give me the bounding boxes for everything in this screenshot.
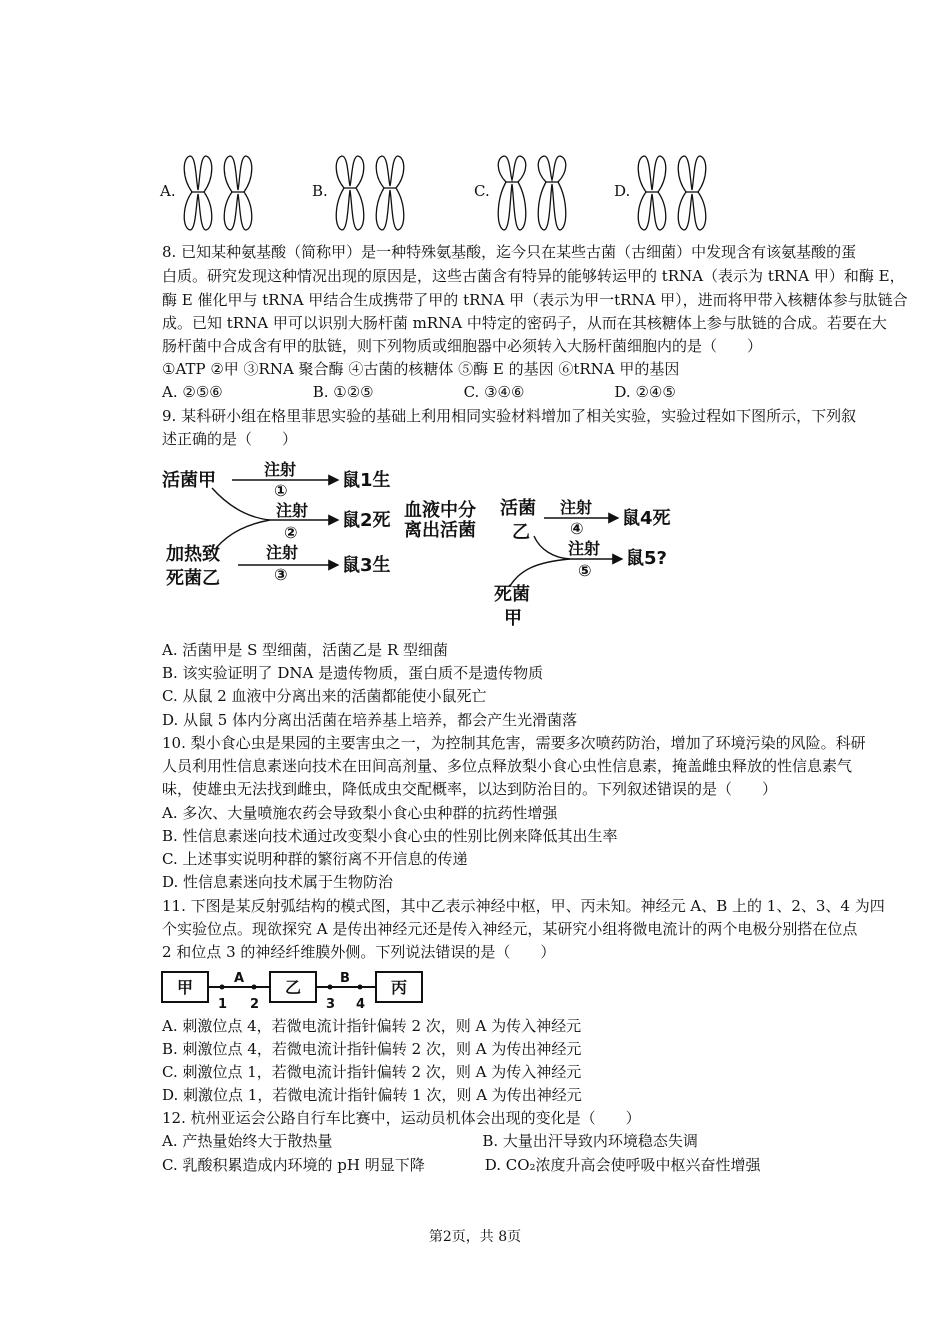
option-label: A. (160, 182, 176, 200)
inject-label-5: 注射 (568, 539, 601, 558)
chromosome-pair-figure (492, 152, 572, 232)
griffith-experiment-diagram (160, 458, 700, 630)
text-line: A. 多次、大量喷施农药会导致梨小食心虫种群的抗药性增强 (162, 804, 558, 822)
chromosome-options (160, 152, 740, 232)
text-line: 述正确的是（ ） (162, 430, 298, 448)
text-line: 味，使雄虫无法找到雌虫，降低成虫交配概率，以达到防治目的。下列叙述错误的是（ ） (162, 780, 778, 798)
site-2-label: 2 (250, 997, 260, 1010)
text-line: 白质。研究发现这种情况出现的原因是，这些古菌含有特异的能够转运甲的 tRNA（表示为 tRNA 甲）和酶 E， (162, 267, 905, 285)
dead-bacteria-a-label-2: 甲 (504, 608, 522, 629)
separation-label-2: 离出活菌 (404, 520, 476, 541)
chromosome-pair-figure (178, 152, 258, 232)
live-bacteria-b-label: 活菌 (500, 498, 536, 519)
box-bing: 丙 (391, 978, 408, 997)
text-line: A. 活菌甲是 S 型细菌，活菌乙是 R 型细菌 (162, 641, 449, 659)
text-line: B. 性信息素迷向技术通过改变梨小食心虫的性别比例来降低其出生率 (162, 827, 618, 845)
heat-killed-b-label-2: 死菌乙 (166, 568, 220, 589)
text-line: 成。已知 tRNA 甲可以识别大肠杆菌 mRNA 中特定的密码子，从而在其核糖体上参与肽链的合成。若要在大 (162, 314, 887, 332)
text-line: B. 刺激位点 4，若微电流计指针偏转 2 次，则 A 为传出神经元 (162, 1040, 582, 1058)
option-label: C. (474, 182, 490, 200)
text-line: C. 上述事实说明种群的繁衍离不开信息的传递 (162, 850, 468, 868)
mouse-2-label: 鼠2死 (342, 510, 391, 531)
text-line: 8. 已知某种氨基酸（简称甲）是一种特殊氨基酸，迄今只在某些古菌（古细菌）中发现含有该氨基酸的蛋 (162, 243, 857, 261)
text-line: C. 刺激位点 1，若微电流计指针偏转 2 次，则 A 为传入神经元 (162, 1063, 582, 1081)
text-line: C. 乳酸积累造成内环境的 pH 明显下降 D. CO₂浓度升高会使呼吸中枢兴奋性增强 (162, 1156, 761, 1174)
site-1-label: 1 (218, 997, 228, 1010)
text-line: 9. 某科研小组在格里菲思实验的基础上利用相同实验材料增加了相关实验，实验过程如下图所示，下列叙 (162, 407, 857, 425)
mouse-4-label: 鼠4死 (622, 508, 671, 529)
page-footer: 第2页，共 8页 (428, 1229, 522, 1245)
step-1-label: ① (274, 481, 288, 500)
inject-label-1: 注射 (264, 460, 297, 479)
text-line: 11. 下图是某反射弧结构的模式图，其中乙表示神经中枢，甲、丙未知。神经元 A、B 上的 1、2、3、4 为四 (162, 897, 885, 915)
text-line: A. 刺激位点 4，若微电流计指针偏转 2 次，则 A 为传入神经元 (162, 1017, 582, 1035)
box-jia: 甲 (177, 978, 194, 997)
separation-label-1: 血液中分 (404, 500, 476, 521)
text-line: 酶 E 催化甲与 tRNA 甲结合生成携带了甲的 tRNA 甲（表示为甲一tRNA 甲），进而将甲带入核糖体参与肽链合 (162, 291, 908, 309)
neuron-b-label: B (340, 971, 350, 986)
step-4-label: ④ (570, 519, 584, 538)
text-line: 个实验位点。现欲探究 A 是传出神经元还是传入神经元，某研究小组将微电流计的两个电极分别搭在位点 (162, 920, 858, 938)
text-line: 人员利用性信息素迷向技术在田间高剂量、多位点释放梨小食心虫性信息素，掩盖雌虫释放的性信息素气 (162, 757, 853, 775)
live-bacteria-a-label: 活菌甲 (162, 470, 216, 491)
text-line: D. 性信息素迷向技术属于生物防治 (162, 873, 394, 891)
mouse-5-label: 鼠5? (626, 548, 667, 569)
heat-killed-b-label-1: 加热致 (166, 544, 220, 565)
chromosome-pair-figure (330, 152, 410, 232)
option-label: D. (614, 182, 631, 200)
live-bacteria-b-label-2: 乙 (512, 522, 530, 543)
step-3-label: ③ (274, 565, 288, 584)
inject-label-3: 注射 (266, 543, 299, 562)
chromosome-pair-figure (632, 152, 712, 232)
mouse-3-label: 鼠3生 (342, 555, 391, 576)
step-5-label: ⑤ (578, 561, 592, 580)
inject-label-4: 注射 (560, 498, 593, 517)
box-yi: 乙 (285, 978, 302, 997)
reflex-arc-diagram (160, 968, 425, 1010)
text-line: D. 刺激位点 1，若微电流计指针偏转 1 次，则 A 为传出神经元 (162, 1086, 582, 1104)
step-2-label: ② (284, 523, 298, 542)
text-line: C. 从鼠 2 血液中分离出来的活菌都能使小鼠死亡 (162, 687, 487, 705)
neuron-a-label: A (234, 971, 245, 986)
text-line: A. ②⑤⑥ B. ①②⑤ C. ③④⑥ D. ②④⑤ (162, 383, 676, 401)
text-line: ①ATP ②甲 ③RNA 聚合酶 ④古菌的核糖体 ⑤酶 E 的基因 ⑥tRNA 甲的基因 (162, 360, 680, 378)
text-line: A. 产热量始终大于散热量 B. 大量出汗导致内环境稳态失调 (162, 1132, 698, 1150)
text-line: D. 从鼠 5 体内分离出活菌在培养基上培养，都会产生光滑菌落 (162, 711, 578, 729)
text-line: B. 该实验证明了 DNA 是遗传物质，蛋白质不是遗传物质 (162, 664, 544, 682)
site-4-label: 4 (356, 997, 366, 1010)
dead-bacteria-a-label-1: 死菌 (494, 584, 530, 605)
option-label: B. (312, 182, 328, 200)
text-line: 2 和位点 3 的神经纤维膜外侧。下列说法错误的是（ ） (162, 943, 556, 961)
text-line: 12. 杭州亚运会公路自行车比赛中，运动员机体会出现的变化是（ ） (162, 1109, 641, 1127)
text-line: 10. 梨小食心虫是果园的主要害虫之一，为控制其危害，需要多次喷药防治，增加了环境污染的风险。科研 (162, 734, 866, 752)
site-3-label: 3 (326, 997, 336, 1010)
text-line: 肠杆菌中合成含有甲的肽链，则下列物质或细胞器中必须转入大肠杆菌细胞内的是（ ） (162, 337, 763, 355)
inject-label-2: 注射 (276, 501, 309, 520)
mouse-1-label: 鼠1生 (342, 470, 391, 491)
